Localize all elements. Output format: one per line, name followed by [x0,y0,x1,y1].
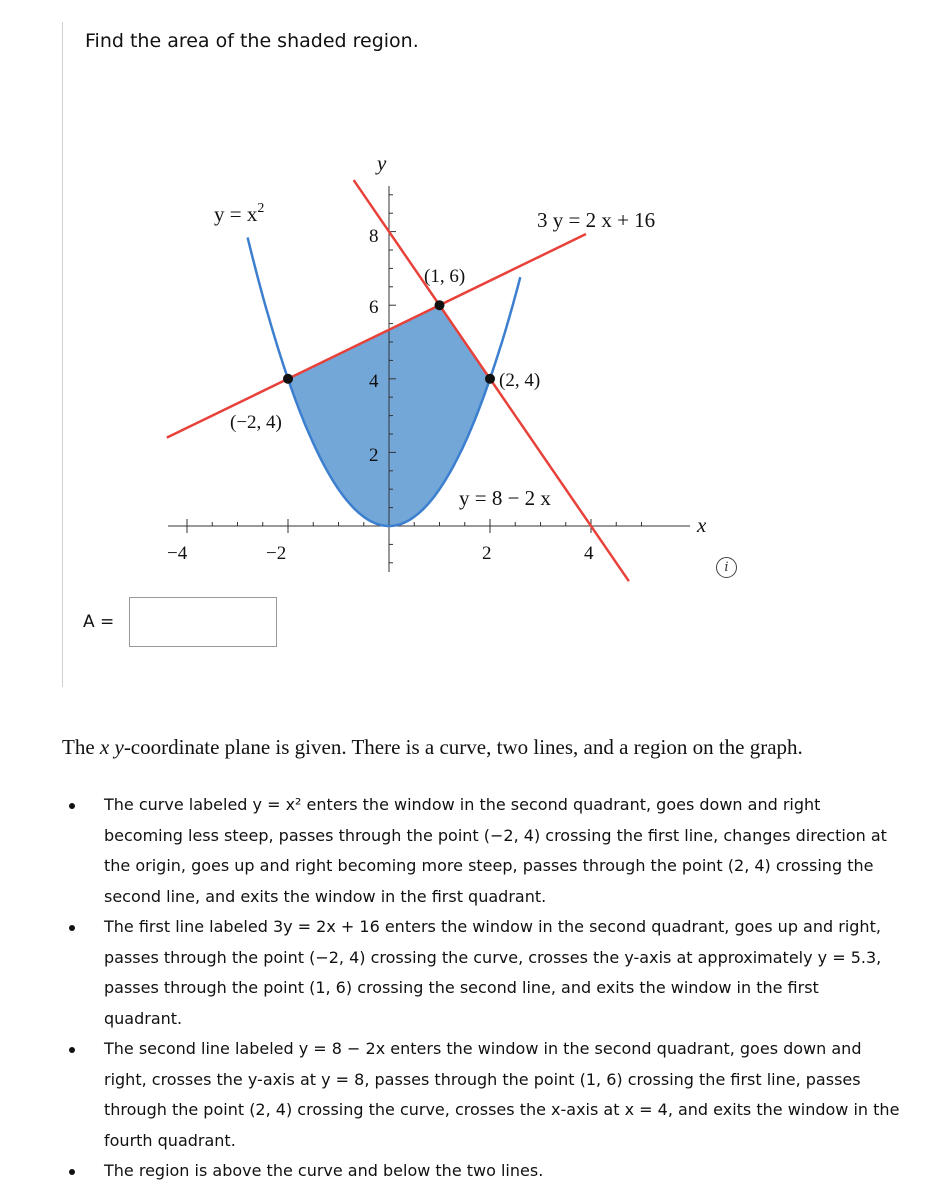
description-item-curve: The curve labeled y = x² enters the window in the second quadrant, goes down and right becoming less steep, passes through the point (−2, 4) crossing the first line, changes direction at the origin, goes up and right becoming more steep, passes through the point (2, 4) crossing the second line, and exits the window in the first quadrant. [62,790,902,912]
point-label-2-4: (2, 4) [499,370,541,391]
x-tick-label: 4 [584,543,594,564]
x-tick-label: −4 [167,543,188,564]
answer-label: A = [83,612,115,632]
intersection-point [283,374,293,384]
x-tick-label: −2 [266,543,287,564]
answer-input[interactable] [129,597,277,647]
description-item-line2: The second line labeled y = 8 − 2x enters the window in the second quadrant, goes down and right, crosses the y-axis at y = 8, passes through the point (1, 6) crossing the first line, passes through the point (2, 4) crossing the curve, crosses the x-axis at x = 4, and exits the window in the fourth quadrant. [62,1034,902,1156]
line1-label: 3 y = 2 x + 16 [537,208,656,232]
y-tick-label: 4 [369,371,379,392]
description-title: The x y-coordinate plane is given. There is a curve, two lines, and a region on the graph. [62,735,803,759]
intersection-point [485,374,495,384]
point-label-neg2-4: (−2, 4) [230,412,282,433]
y-tick-label: 8 [369,226,379,247]
curve-label: $y = x^2$ [214,201,265,226]
description-item-line1: The first line labeled 3y = 2x + 16 enters the window in the second quadrant, goes up and right, passes through the point (−2, 4) crossing the curve, crosses the y-axis at approximately y = 5.3, passes through the point (1, 6) crossing the second line, and exits the window in the first quadrant. [62,912,902,1034]
info-icon[interactable]: i [716,557,737,578]
point-label-1-6: (1, 6) [424,266,466,287]
line2-label: y = 8 − 2 x [459,486,551,510]
y-tick-label: 6 [369,297,379,318]
x-tick-label: 2 [482,543,492,564]
y-tick-label: 2 [369,445,379,466]
y-axis-label: y [377,151,387,175]
description-item-region: The region is above the curve and below the two lines. [62,1156,902,1187]
x-axis-label: x [697,513,707,537]
description-list [62,790,902,1187]
question-prompt: Find the area of the shaded region. [85,30,419,52]
intersection-point [435,300,445,310]
